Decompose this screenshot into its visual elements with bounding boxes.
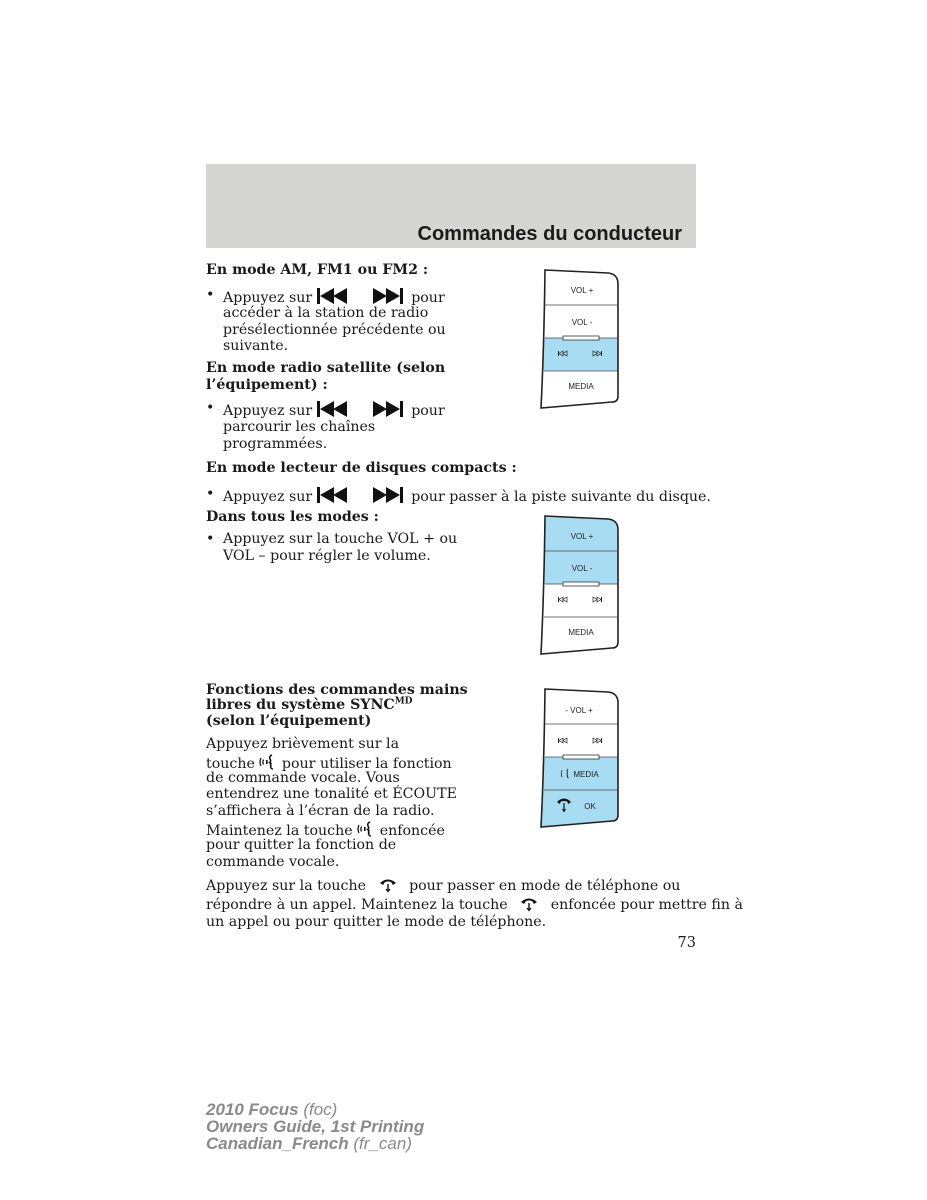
bullet-line: VOL – pour régler le volume.: [223, 547, 431, 564]
sync-p1-line7: pour quitter la fonction de: [206, 837, 397, 853]
ok-label: OK: [584, 802, 596, 811]
footer-lang-code: (fr_can): [353, 1134, 412, 1153]
heading-satellite-2: l’équipement) :: [206, 376, 328, 393]
phone-icon: [377, 877, 399, 893]
media-label: MEDIA: [568, 628, 594, 637]
trademark-sup: MD: [394, 696, 413, 707]
sync-p2-line1: [206, 877, 680, 895]
steering-control-diagram-sync: [538, 687, 624, 831]
bullet-am-fm: [206, 287, 506, 357]
seek-buttons-icon: [317, 287, 403, 305]
bullet-line: suivante.: [223, 338, 289, 355]
seek-forward-icon: [593, 738, 602, 743]
seek-buttons-icon: [317, 486, 403, 504]
footer-model: 2010 Focus: [206, 1100, 299, 1119]
bullet-cd: [206, 486, 711, 506]
print-footer: [206, 1101, 424, 1152]
bullet-dot: •: [206, 486, 215, 502]
bullet-suffix: pour: [411, 403, 445, 419]
voice-icon: [259, 753, 277, 771]
heading-sync-2: [206, 697, 413, 714]
bullet-suffix: pour passer à la piste suivante du disque.: [411, 489, 711, 505]
highlight-volume: [538, 514, 624, 584]
media-label: MEDIA: [573, 770, 599, 779]
bullet-prefix: Appuyez sur: [223, 403, 313, 419]
highlight-seek: [538, 338, 624, 371]
sync-p2-line2: [206, 896, 743, 914]
footer-code: (foc): [303, 1100, 338, 1119]
vol-down-label: VOL -: [571, 318, 593, 327]
media-label: MEDIA: [568, 382, 594, 391]
heading-satellite-1: En mode radio satellite (selon: [206, 360, 446, 376]
bullet-prefix: Appuyez sur: [223, 489, 313, 505]
sync-p2-line3: un appel ou pour quitter le mode de téléphone.: [206, 914, 547, 930]
bullet-line: programmées.: [223, 436, 328, 452]
sync-p1-line1: Appuyez brièvement sur la: [206, 736, 400, 752]
text-span: touche: [206, 756, 255, 772]
seek-buttons-icon: [317, 400, 403, 418]
bullet-volume: [206, 531, 506, 567]
header-band: [206, 164, 696, 248]
sync-p1-line5: s’affichera à l’écran de la radio.: [206, 803, 435, 819]
heading-sync-1: Fonctions des commandes mains: [206, 682, 468, 698]
bullet-line: présélectionnée précédente ou: [223, 321, 446, 338]
sync-p1-line4: entendrez une tonalité et ÉCOUTE: [206, 786, 457, 802]
text-span: pour utiliser la fonction: [281, 756, 452, 772]
steering-control-diagram-volume: [538, 514, 624, 658]
bullet-prefix: Appuyez sur: [223, 290, 313, 306]
bullet-line: Appuyez sur la touche VOL + ou: [223, 531, 458, 547]
heading-am-fm: En mode AM, FM1 ou FM2 :: [206, 262, 429, 278]
footer-line1: [206, 1101, 424, 1118]
bullet-line: accéder à la station de radio: [223, 305, 429, 321]
heading-sync-text: libres du système SYNC: [206, 697, 395, 713]
highlight-voice-phone: [538, 757, 624, 831]
sync-p1-line3: de commande vocale. Vous: [206, 770, 400, 786]
heading-sync-3: (selon l’équipement): [206, 713, 372, 729]
seek-back-icon: [558, 738, 567, 743]
bullet-line: parcourir les chaînes: [223, 419, 376, 435]
seek-forward-icon: [593, 597, 602, 602]
vol-label: - VOL +: [565, 706, 593, 715]
steering-control-diagram-seek: [538, 268, 624, 412]
footer-language: Canadian_French: [206, 1134, 349, 1153]
vol-up-label: VOL +: [570, 286, 594, 295]
sync-p1-line8: commande vocale.: [206, 854, 340, 870]
text-span: Maintenez la touche: [206, 823, 353, 839]
heading-all-modes: Dans tous les modes :: [206, 509, 379, 525]
page-title: Commandes du conducteur: [417, 223, 682, 245]
vol-down-label: VOL -: [571, 564, 593, 573]
footer-line3: [206, 1135, 424, 1152]
heading-cd: En mode lecteur de disques compacts :: [206, 460, 517, 476]
text-span: enfoncée: [379, 823, 445, 839]
bullet-dot: •: [206, 531, 215, 547]
footer-line2: Owners Guide, 1st Printing: [206, 1117, 425, 1136]
text-span: Appuyez sur la touche: [206, 878, 367, 894]
seek-back-icon: [558, 597, 567, 602]
text-span: répondre à un appel. Maintenez la touche: [206, 897, 508, 913]
page-number: 73: [677, 935, 696, 951]
phone-icon: [518, 896, 540, 912]
text-span: enfoncée pour mettre fin à: [550, 897, 743, 913]
bullet-suffix: pour: [411, 290, 445, 306]
vol-up-label: VOL +: [570, 532, 594, 541]
bullet-satellite: [206, 400, 506, 455]
bullet-dot: •: [206, 400, 215, 416]
bullet-dot: •: [206, 287, 215, 303]
voice-icon: [357, 820, 375, 838]
text-span: pour passer en mode de téléphone ou: [409, 878, 681, 894]
